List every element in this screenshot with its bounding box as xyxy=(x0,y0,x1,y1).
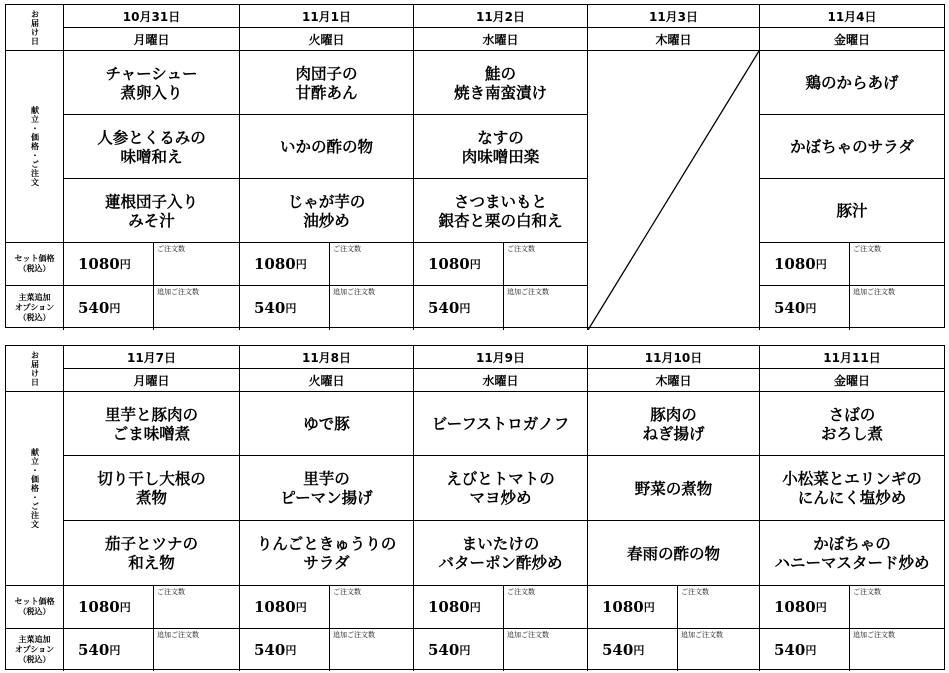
weekday-cell: 月曜日 xyxy=(64,369,240,392)
addon-price xyxy=(588,629,678,671)
delivery-date-cell: 11月2日 xyxy=(414,5,588,28)
addon-order-count-field[interactable] xyxy=(504,629,587,671)
order-count-label: ご注文数 xyxy=(333,245,361,253)
set-price-cell xyxy=(588,586,760,629)
menu-dish: 鶏のからあげ xyxy=(760,51,944,115)
order-count-field[interactable] xyxy=(504,586,587,628)
yen-unit: 円 xyxy=(459,644,471,657)
yen-unit: 円 xyxy=(643,601,655,614)
addon-order-count-field[interactable] xyxy=(678,629,759,671)
delivery-label-text: お届け日 xyxy=(30,9,40,46)
addon-order-count-label: 追加ご注文数 xyxy=(507,631,549,639)
menu-dish: さつまいもと 銀杏と栗の白和え xyxy=(414,179,588,243)
set-price-cell xyxy=(240,586,414,629)
closed-day-cell xyxy=(588,51,760,330)
addon-price-value: 540 xyxy=(774,641,806,659)
menu-dish: まいたけの バターポン酢炒め xyxy=(414,521,588,586)
order-count-label: ご注文数 xyxy=(507,588,535,596)
addon-order-count-label: 追加ご注文数 xyxy=(157,631,199,639)
set-price xyxy=(588,586,678,628)
addon-price xyxy=(240,629,330,671)
addon-label-text: 主菜追加 オプション （税込） xyxy=(14,293,55,322)
weekday-cell: 水曜日 xyxy=(414,369,588,392)
addon-price-cell xyxy=(240,629,414,671)
order-count-label: ご注文数 xyxy=(333,588,361,596)
weekday-cell: 水曜日 xyxy=(414,28,588,51)
addon-price-value: 540 xyxy=(774,299,806,317)
set-price-value: 1080 xyxy=(78,598,120,616)
addon-price xyxy=(64,629,154,671)
order-count-label: ご注文数 xyxy=(853,245,881,253)
menu-dish: 豚肉の ねぎ揚げ xyxy=(588,392,760,456)
set-price-cell xyxy=(760,586,944,629)
set-price-value: 1080 xyxy=(774,598,816,616)
order-count-field[interactable] xyxy=(850,586,944,628)
order-count-label: ご注文数 xyxy=(853,588,881,596)
menu-dish: 肉団子の 甘酢あん xyxy=(240,51,414,115)
set-price-cell xyxy=(64,586,240,629)
delivery-date-cell: 11月3日 xyxy=(588,5,760,28)
order-count-label: ご注文数 xyxy=(157,245,185,253)
yen-unit: 円 xyxy=(469,601,481,614)
delivery-date-cell: 11月11日 xyxy=(760,346,944,369)
set-price-cell xyxy=(240,243,414,286)
weekday-cell: 火曜日 xyxy=(240,28,414,51)
addon-price-cell xyxy=(64,286,240,330)
addon-price-cell xyxy=(414,286,588,330)
weekday-cell: 金曜日 xyxy=(760,369,944,392)
week-table-1 xyxy=(5,4,945,328)
addon-price-cell xyxy=(588,629,760,671)
yen-unit: 円 xyxy=(805,644,817,657)
addon-price xyxy=(414,286,504,330)
addon-price xyxy=(760,286,850,330)
yen-unit: 円 xyxy=(633,644,645,657)
menu-dish: なすの 肉味噌田楽 xyxy=(414,115,588,179)
yen-unit: 円 xyxy=(805,302,817,315)
order-count-field[interactable] xyxy=(330,243,413,285)
menu-dish: じゃが芋の 油炒め xyxy=(240,179,414,243)
order-count-label: ご注文数 xyxy=(681,588,709,596)
menu-dish: えびとトマトの マヨ炒め xyxy=(414,456,588,521)
set-price-label-text: セット価格 （税込） xyxy=(14,597,55,616)
menu-dish: 里芋の ピーマン揚げ xyxy=(240,456,414,521)
closed-slash-icon xyxy=(588,51,759,330)
addon-price-cell xyxy=(760,286,944,330)
order-count-label: ご注文数 xyxy=(507,245,535,253)
set-price-value: 1080 xyxy=(774,255,816,273)
menu-dish: かぼちゃのサラダ xyxy=(760,115,944,179)
addon-order-count-label: 追加ご注文数 xyxy=(853,288,895,296)
order-count-field[interactable] xyxy=(504,243,587,285)
menu-label-text: 献立・価格・ご注文 xyxy=(30,448,40,529)
menu-dish: 鮭の 焼き南蛮漬け xyxy=(414,51,588,115)
delivery-date-cell: 11月1日 xyxy=(240,5,414,28)
order-count-field[interactable] xyxy=(678,586,759,628)
addon-price-value: 540 xyxy=(254,641,286,659)
addon-price-cell xyxy=(240,286,414,330)
set-price-cell xyxy=(414,586,588,629)
delivery-date-cell: 11月9日 xyxy=(414,346,588,369)
addon-order-count-label: 追加ご注文数 xyxy=(681,631,723,639)
yen-unit: 円 xyxy=(119,258,131,271)
set-price xyxy=(240,243,330,285)
addon-order-count-label: 追加ご注文数 xyxy=(157,288,199,296)
addon-order-count-field[interactable] xyxy=(504,286,587,330)
addon-order-count-label: 追加ご注文数 xyxy=(507,288,549,296)
addon-price xyxy=(240,286,330,330)
addon-order-count-label: 追加ご注文数 xyxy=(333,288,375,296)
weekday-cell: 木曜日 xyxy=(588,369,760,392)
order-count-field[interactable] xyxy=(330,586,413,628)
set-price-label xyxy=(6,586,64,629)
set-price-value: 1080 xyxy=(254,598,296,616)
menu-dish: いかの酢の物 xyxy=(240,115,414,179)
addon-price xyxy=(414,629,504,671)
set-price-value: 1080 xyxy=(428,255,470,273)
yen-unit: 円 xyxy=(295,601,307,614)
menu-dish: ビーフストロガノフ xyxy=(414,392,588,456)
menu-dish: さばの おろし煮 xyxy=(760,392,944,456)
menu-dish: 春雨の酢の物 xyxy=(588,521,760,586)
set-price-label xyxy=(6,243,64,286)
addon-order-count-label: 追加ご注文数 xyxy=(853,631,895,639)
yen-unit: 円 xyxy=(815,258,827,271)
set-price-value: 1080 xyxy=(602,598,644,616)
yen-unit: 円 xyxy=(295,258,307,271)
addon-price-value: 540 xyxy=(428,641,460,659)
addon-order-count-field[interactable] xyxy=(330,629,413,671)
weekday-cell: 火曜日 xyxy=(240,369,414,392)
weekday-cell: 金曜日 xyxy=(760,28,944,51)
order-count-field[interactable] xyxy=(154,586,239,628)
menu-label xyxy=(6,392,64,586)
addon-price-cell xyxy=(760,629,944,671)
menu-label-text: 献立・価格・ご注文 xyxy=(30,106,40,187)
addon-price-value: 540 xyxy=(254,299,286,317)
menu-dish: りんごときゅうりの サラダ xyxy=(240,521,414,586)
delivery-date-cell: 11月8日 xyxy=(240,346,414,369)
delivery-date-cell: 11月7日 xyxy=(64,346,240,369)
addon-price-value: 540 xyxy=(78,299,110,317)
addon-order-count-field[interactable] xyxy=(330,286,413,330)
menu-dish: 人参とくるみの 味噌和え xyxy=(64,115,240,179)
yen-unit: 円 xyxy=(109,644,121,657)
addon-price-cell xyxy=(414,629,588,671)
addon-price-label xyxy=(6,629,64,671)
addon-order-count-field[interactable] xyxy=(850,629,944,671)
yen-unit: 円 xyxy=(119,601,131,614)
set-price xyxy=(760,586,850,628)
menu-dish: 豚汁 xyxy=(760,179,944,243)
menu-dish: かぼちゃの ハニーマスタード炒め xyxy=(760,521,944,586)
addon-price xyxy=(760,629,850,671)
set-price xyxy=(414,586,504,628)
addon-order-count-label: 追加ご注文数 xyxy=(333,631,375,639)
delivery-date-label xyxy=(6,5,64,51)
yen-unit: 円 xyxy=(285,644,297,657)
weekday-cell: 月曜日 xyxy=(64,28,240,51)
yen-unit: 円 xyxy=(459,302,471,315)
menu-dish: 小松菜とエリンギの にんにく塩炒め xyxy=(760,456,944,521)
addon-price xyxy=(64,286,154,330)
delivery-date-cell: 10月31日 xyxy=(64,5,240,28)
menu-label xyxy=(6,51,64,243)
yen-unit: 円 xyxy=(285,302,297,315)
set-price-value: 1080 xyxy=(254,255,296,273)
order-count-field[interactable] xyxy=(154,243,239,285)
menu-dish: ゆで豚 xyxy=(240,392,414,456)
set-price-label-text: セット価格 （税込） xyxy=(14,254,55,273)
set-price xyxy=(64,243,154,285)
addon-price-value: 540 xyxy=(428,299,460,317)
menu-dish: 切り干し大根の 煮物 xyxy=(64,456,240,521)
week-table-2 xyxy=(5,345,945,670)
set-price-cell xyxy=(64,243,240,286)
addon-price-value: 540 xyxy=(602,641,634,659)
set-price-cell xyxy=(414,243,588,286)
set-price xyxy=(240,586,330,628)
addon-order-count-field[interactable] xyxy=(154,629,239,671)
weekday-cell: 木曜日 xyxy=(588,28,760,51)
addon-order-count-field[interactable] xyxy=(154,286,239,330)
set-price xyxy=(760,243,850,285)
addon-order-count-field[interactable] xyxy=(850,286,944,330)
addon-price-cell xyxy=(64,629,240,671)
yen-unit: 円 xyxy=(109,302,121,315)
order-count-field[interactable] xyxy=(850,243,944,285)
set-price xyxy=(64,586,154,628)
delivery-date-label xyxy=(6,346,64,392)
yen-unit: 円 xyxy=(469,258,481,271)
delivery-date-cell: 11月4日 xyxy=(760,5,944,28)
menu-dish: 里芋と豚肉の ごま味噌煮 xyxy=(64,392,240,456)
set-price-value: 1080 xyxy=(428,598,470,616)
menu-dish: 蓮根団子入り みそ汁 xyxy=(64,179,240,243)
addon-price-label xyxy=(6,286,64,330)
order-count-label: ご注文数 xyxy=(157,588,185,596)
addon-label-text: 主菜追加 オプション （税込） xyxy=(14,635,55,664)
set-price-value: 1080 xyxy=(78,255,120,273)
menu-dish: 茄子とツナの 和え物 xyxy=(64,521,240,586)
delivery-label-text: お届け日 xyxy=(30,350,40,387)
menu-dish: 野菜の煮物 xyxy=(588,456,760,521)
delivery-date-cell: 11月10日 xyxy=(588,346,760,369)
set-price-cell xyxy=(760,243,944,286)
menu-dish: チャーシュー 煮卵入り xyxy=(64,51,240,115)
set-price xyxy=(414,243,504,285)
yen-unit: 円 xyxy=(815,601,827,614)
addon-price-value: 540 xyxy=(78,641,110,659)
